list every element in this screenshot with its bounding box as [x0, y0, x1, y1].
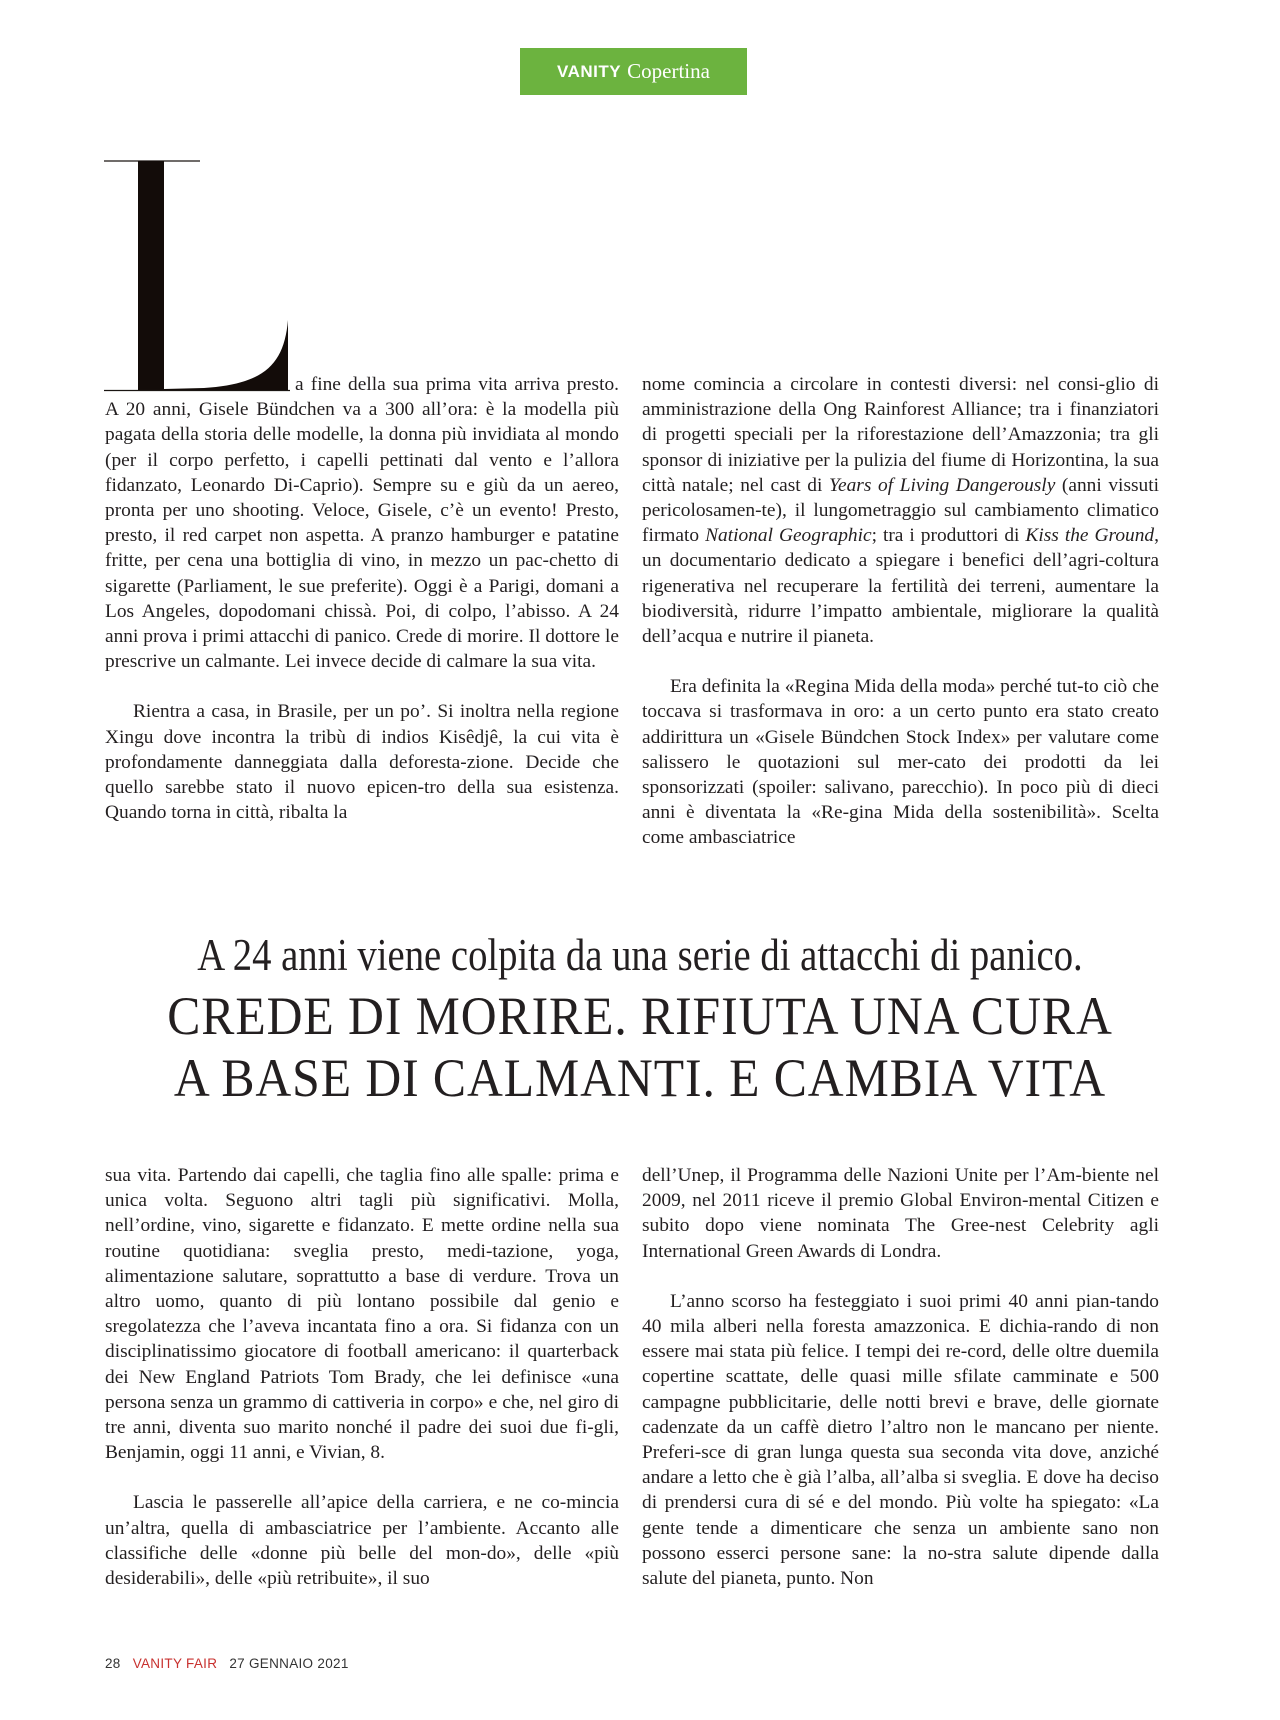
page-number: 28	[105, 1656, 121, 1671]
column-left-top	[105, 372, 619, 825]
pull-quote-line-2: CREDE DI MORIRE. RIFIUTA UNA CURA	[167, 986, 1113, 1046]
column-right-top	[642, 372, 1159, 851]
documentary-title: Kiss the Ground	[1025, 525, 1155, 547]
body-paragraph: Rientra a casa, in Brasile, per un po’. Si inoltra nella regione Xingu dove incontra la tribù di indios Kisêdjê, la cui vita è profondamente danneggiata dalla deforesta-zione. Decide che quello sarebbe stato il nuovo epicen-tro della sua esistenza. Quando torna in città, ribalta la	[105, 701, 619, 824]
body-paragraph: L’anno scorso ha festeggiato i suoi primi 40 anni pian-tando 40 mila alberi nella foresta amazzonica. E dichia-rando di non essere mai stata più felice. I tempi dei re-cord, delle oltre duemila copertine scattate, delle quasi mille sfilate camminate e 500 campagne pubblicitarie, delle notti brevi e brave, delle giornate cadenzate da un caffè dietro l’altro non le mancano per niente. Preferi-sce di gran lunga questa sua seconda vita dove, anziché andare a letto che è già l’alba, all’alba si sveglia. E dove ha deciso di prendersi cura di sé e del mondo. Più volte ha spiegato: «La gente tende a dimenticare che senza un ambiente sano non possono esserci persone sane: la no-stra salute dipende dalla salute del pianeta, punto. Non	[642, 1290, 1159, 1590]
body-paragraph: Era definita la «Regina Mida della moda» perché tut-to ciò che toccava si trasformava in oro: a un certo punto era stato creato addirittura un «Gisele Bündchen Stock Index» per valutare come salissero le quotazioni sul mer-cato dei prodotti da lei sponsorizzati (spoiler: salivano, parecchio). In poco più di dieci anni è diventata la «Re-gina Mida della sostenibilità». Scelta come ambasciatrice	[642, 676, 1159, 849]
column-left-bottom	[105, 1163, 619, 1591]
pull-quote-line-1: A 24 anni viene colpita da una serie di attacchi di panico.	[197, 930, 1083, 980]
section-tag	[520, 48, 747, 95]
section-brand: VANITY	[557, 61, 622, 81]
body-paragraph: a fine della sua prima vita arriva presto. A 20 anni, Gisele Bündchen va a 300 all’ora: è la modella più pagata della storia delle modelle, la donna più invidiata al mondo (per il corpo perfetto, i capelli pettinati dal vento e l’allora fidanzato, Leonardo Di-Caprio). Sempre su e giù da un aereo, pronta per uno shooting. Veloce, Gisele, c’è un evento! Presto, presto, il red carpet non aspetta. A pranzo hamburger e patatine fritte, per cena una bottiglia di vino, in mezzo un pac-chetto di sigarette (Parliament, le sue preferite). Oggi è a Parigi, domani a Los Angeles, dopodomani chissà. Poi, di colpo, l’abisso. A 24 anni prova i primi attacchi di panico. Crede di morire. Il dottore le prescrive un calmante. Lei invece decide di calmare la sua vita.	[105, 374, 619, 673]
issue-date: 27 GENNAIO 2021	[229, 1656, 349, 1671]
publisher-name: National Geographic	[705, 525, 872, 547]
pull-quote	[80, 925, 1200, 1109]
section-name: Copertina	[627, 59, 710, 83]
body-paragraph: Lascia le passerelle all’apice della carriera, e ne co-mincia un’altra, quella di ambasciatrice per l’ambiente. Accanto alle classifiche delle «donne più belle del mon-do», delle «più desiderabili», delle «più retribuite», il suo	[105, 1492, 619, 1590]
body-paragraph: nome comincia a circolare in contesti diversi: nel consi-glio di amministrazione della Ong Rainforest Alliance; tra i finanziatori di progetti speciali per la riforestazione dell’Amazzonia; tra gli sponsor di iniziative per la pulizia del fiume di Horizontina, la sua città natale; nel cast di Years of Living Dangerously (anni vissuti pericolosamen-te), il lungometraggio sul cambiamento climatico firmato National Geographic; tra i produttori di Kiss the Ground, un documentario dedicato a spiegare i benefici dell’agri-coltura rigenerativa nel recuperare la fertilità dei terreni, aumentare la biodiversità, ridurre l’impatto ambientale, migliorare la qualità dell’acqua e nutrire il pianeta.	[642, 374, 1160, 648]
film-title: Years of Living Dangerously	[829, 474, 1056, 496]
pull-quote-line-3: A BASE DI CALMANTI. E CAMBIA VITA	[173, 1048, 1107, 1108]
page-footer	[105, 1656, 349, 1671]
body-paragraph: dell’Unep, il Programma delle Nazioni Unite per l’Am-biente nel 2009, nel 2011 riceve il premio Global Environ-mental Citizen e subito dopo viene nominata The Gree-nest Celebrity agli International Green Awards di Londra.	[642, 1165, 1159, 1262]
column-right-bottom	[642, 1163, 1159, 1591]
body-paragraph: sua vita. Partendo dai capelli, che taglia fino alle spalle: prima e unica volta. Seguono altri tagli più significativi. Molla, nell’ordine, vino, sigarette e fidanzato. E mette ordine nella sua routine quotidiana: sveglia presto, medi-tazione, yoga, alimentazione salutare, soprattutto a base di verdure. Trova un altro uomo, quanto di più lontano possibile dal genio e sregolatezza che l’aveva incantata fino a ora. Si fidanza con un disciplinatissimo giocatore di football americano: il quarterback dei New England Patriots Tom Brady, che lei definisce «una persona senza un grammo di cattiveria in corpo» e che, nel giro di tre anni, diventa suo marito nonché il padre dei suoi due fi-gli, Benjamin, oggi 11 anni, e Vivian, 8.	[105, 1165, 619, 1464]
dropcap-letter-l	[104, 160, 290, 392]
magazine-name: VANITY FAIR	[132, 1656, 218, 1671]
